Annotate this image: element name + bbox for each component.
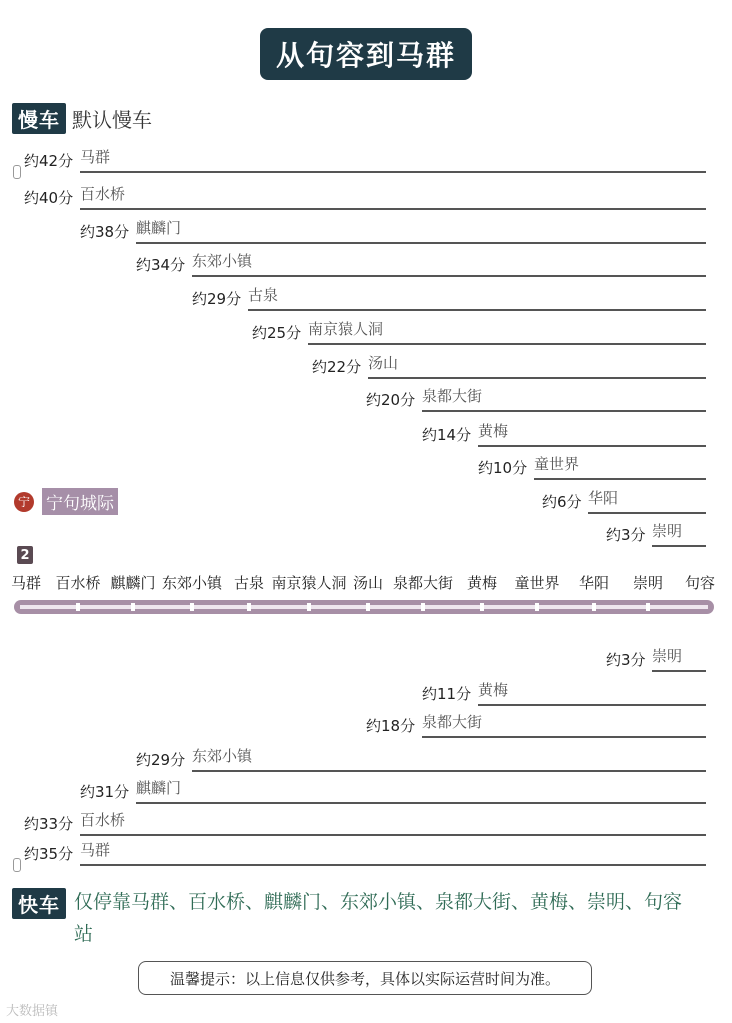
station-name: 东郊小镇 <box>161 574 223 592</box>
trip-row <box>542 489 706 512</box>
trip-line <box>652 545 706 547</box>
station-name: 马群 <box>10 574 42 592</box>
page-title: 从句容到马群 <box>260 28 472 80</box>
station-marker <box>480 603 484 611</box>
station-marker <box>307 603 311 611</box>
trip-time: 约34分 <box>136 256 186 274</box>
trip-line <box>368 377 706 379</box>
trip-station: 泉都大街 <box>422 387 483 405</box>
trip-station: 马群 <box>80 841 111 859</box>
station-name-row <box>0 572 732 596</box>
station-name: 童世界 <box>514 574 560 592</box>
trip-row <box>422 422 706 445</box>
fast-train-header <box>12 886 694 950</box>
intercity-label-row <box>14 488 118 515</box>
trip-time: 约14分 <box>422 426 472 444</box>
trip-station: 童世界 <box>534 455 580 473</box>
trip-time: 约10分 <box>478 459 528 477</box>
trip-time: 约40分 <box>24 189 74 207</box>
trip-row <box>24 185 706 208</box>
trip-row <box>606 522 706 545</box>
station-marker <box>76 603 80 611</box>
trip-time: 约38分 <box>80 223 130 241</box>
station-marker <box>421 603 425 611</box>
station-name: 泉都大街 <box>392 574 454 592</box>
trip-time: 约42分 <box>24 152 74 170</box>
station-name: 汤山 <box>352 574 384 592</box>
trip-time: 约29分 <box>192 290 242 308</box>
trip-station: 华阳 <box>588 489 619 507</box>
trip-station: 马群 <box>80 148 111 166</box>
station-marker <box>247 603 251 611</box>
fast-train-desc: 仅停靠马群、百水桥、麒麟门、东郊小镇、泉都大街、黄梅、崇明、句容站 <box>74 891 683 945</box>
trip-line <box>478 445 706 447</box>
slow-train-header <box>12 103 152 134</box>
slow-train-badge: 慢车 <box>12 103 66 134</box>
station-marker <box>646 603 650 611</box>
trip-time: 约20分 <box>366 391 416 409</box>
trip-station: 麒麟门 <box>136 779 182 797</box>
trip-line <box>248 309 706 311</box>
trip-row <box>192 286 706 309</box>
trip-station: 百水桥 <box>80 811 126 829</box>
trip-time: 约25分 <box>252 324 302 342</box>
trip-row <box>252 320 706 343</box>
trip-station: 东郊小镇 <box>192 252 253 270</box>
line-number-badge: 2 <box>17 546 33 564</box>
trip-station: 南京猿人洞 <box>308 320 384 338</box>
station-marker <box>190 603 194 611</box>
page-title-wrap <box>0 28 732 80</box>
trip-end-knob <box>13 858 21 872</box>
trip-row <box>366 387 706 410</box>
trip-line <box>80 171 706 173</box>
trip-row <box>24 148 706 171</box>
trip-line <box>192 275 706 277</box>
trip-time: 约22分 <box>312 358 362 376</box>
trip-row <box>606 647 706 670</box>
metro-line-track <box>14 600 714 614</box>
intercity-line-name: 宁句城际 <box>42 488 118 515</box>
trip-line <box>308 343 706 345</box>
trip-time: 约11分 <box>422 685 472 703</box>
station-name: 百水桥 <box>55 574 101 592</box>
trip-start-knob <box>13 165 21 179</box>
trip-time: 约31分 <box>80 783 130 801</box>
trip-line <box>652 670 706 672</box>
trip-line <box>136 242 706 244</box>
trip-station: 泉都大街 <box>422 713 483 731</box>
fast-train-badge: 快车 <box>12 888 66 919</box>
trip-line <box>136 802 706 804</box>
station-name: 华阳 <box>578 574 610 592</box>
trip-row <box>24 841 706 864</box>
trip-time: 约3分 <box>606 526 646 544</box>
trip-station: 崇明 <box>652 647 683 665</box>
station-name: 南京猿人洞 <box>271 574 347 592</box>
station-marker <box>535 603 539 611</box>
trip-time: 约33分 <box>24 815 74 833</box>
trip-line <box>422 736 706 738</box>
trip-row <box>366 713 706 736</box>
trip-line <box>534 478 706 480</box>
trip-station: 崇明 <box>652 522 683 540</box>
trip-line <box>80 834 706 836</box>
station-name: 崇明 <box>632 574 664 592</box>
trip-time: 约6分 <box>542 493 582 511</box>
notice-box: 温馨提示：以上信息仅供参考，具体以实际运营时间为准。 <box>138 961 592 995</box>
trip-line <box>80 864 706 866</box>
station-name: 黄梅 <box>466 574 498 592</box>
station-name: 麒麟门 <box>110 574 156 592</box>
trip-time: 约35分 <box>24 845 74 863</box>
trip-row <box>80 779 706 802</box>
trip-station: 百水桥 <box>80 185 126 203</box>
trip-row <box>478 455 706 478</box>
station-marker <box>366 603 370 611</box>
slow-train-desc: 默认慢车 <box>72 108 152 132</box>
trip-time: 约3分 <box>606 651 646 669</box>
station-name: 句容 <box>684 574 716 592</box>
station-marker <box>592 603 596 611</box>
track-inner <box>20 605 708 609</box>
trip-line <box>588 512 706 514</box>
trip-line <box>192 770 706 772</box>
watermark: 大数据镇 <box>6 1004 59 1019</box>
trip-station: 黄梅 <box>478 681 509 699</box>
trip-row <box>312 354 706 377</box>
trip-station: 麒麟门 <box>136 219 182 237</box>
trip-line <box>478 704 706 706</box>
trip-station: 东郊小镇 <box>192 747 253 765</box>
trip-row <box>136 252 706 275</box>
trip-time: 约18分 <box>366 717 416 735</box>
metro-logo-icon: 宁 <box>14 492 34 512</box>
trip-row <box>422 681 706 704</box>
station-marker <box>131 603 135 611</box>
trip-line <box>80 208 706 210</box>
trip-station: 汤山 <box>368 354 399 372</box>
trip-row <box>24 811 706 834</box>
station-name: 古泉 <box>233 574 265 592</box>
trip-row <box>136 747 706 770</box>
trip-station: 黄梅 <box>478 422 509 440</box>
trip-time: 约29分 <box>136 751 186 769</box>
trip-station: 古泉 <box>248 286 279 304</box>
trip-row <box>80 219 706 242</box>
trip-line <box>422 410 706 412</box>
